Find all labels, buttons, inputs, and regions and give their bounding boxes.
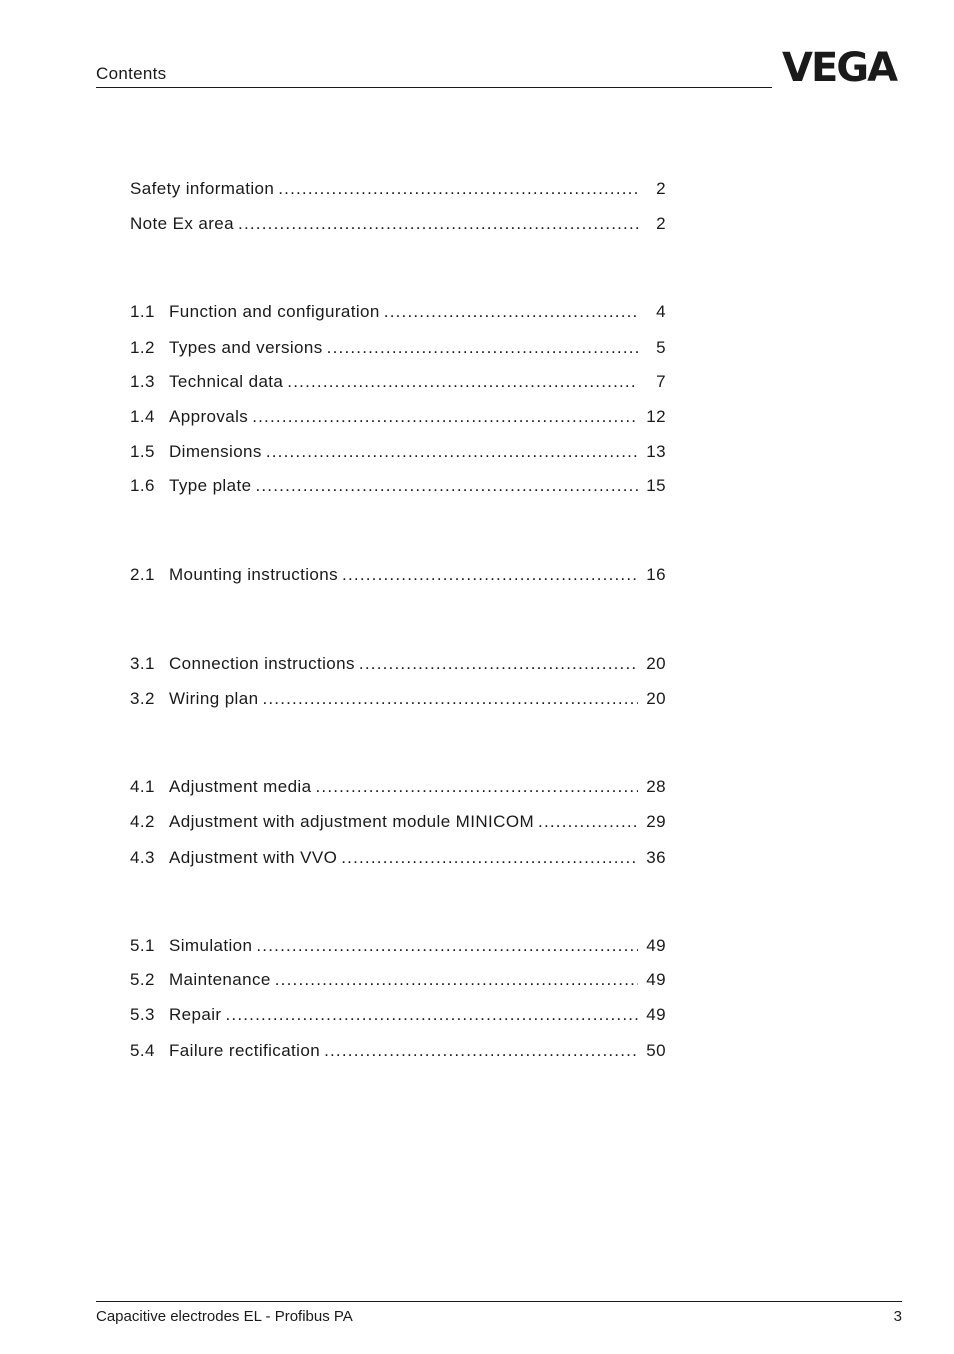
toc-leader-dots (255, 476, 638, 496)
toc-entry-title: Function and configuration (169, 302, 380, 321)
toc-entry-page: 49 (646, 1005, 666, 1024)
toc-entry[interactable] (130, 214, 666, 236)
toc-entry-title: Type plate (169, 476, 252, 495)
toc-entry[interactable] (130, 777, 666, 799)
toc-entry[interactable] (130, 372, 666, 394)
toc-entry[interactable] (130, 689, 666, 711)
toc-entry-page: 20 (646, 654, 666, 673)
toc-leader-dots (359, 654, 638, 674)
logo-text: VEGA (782, 45, 897, 91)
toc-entry[interactable] (130, 302, 666, 324)
toc-leader-dots (275, 970, 638, 990)
toc-entry-number: 1.5 (130, 442, 155, 461)
toc-entry-title: Adjustment media (169, 777, 312, 796)
toc-entry-number: 1.1 (130, 302, 155, 321)
toc-entry-page: 16 (646, 565, 666, 584)
toc-entry-title: Approvals (169, 407, 249, 426)
toc-entry-page: 36 (646, 848, 666, 867)
toc-entry[interactable] (130, 812, 666, 834)
toc-entry-number: 5.1 (130, 936, 155, 955)
toc-entry-page: 49 (646, 970, 666, 989)
toc-entry-title: Safety information (130, 179, 275, 198)
toc-entry[interactable] (130, 179, 666, 201)
toc-entry[interactable] (130, 970, 666, 992)
toc-entry-page: 20 (646, 689, 666, 708)
toc-entry-number: 3.1 (130, 654, 155, 673)
toc-entry-number: 1.6 (130, 476, 155, 495)
toc-entry[interactable] (130, 1041, 666, 1063)
toc-entry-page: 5 (656, 338, 666, 357)
toc-entry-page: 4 (656, 302, 666, 321)
footer-page-number: 3 (893, 1308, 902, 1325)
toc-entry-number: 5.4 (130, 1041, 155, 1060)
toc-entry-title: Adjustment with VVO (169, 848, 338, 867)
toc-entry-title: Wiring plan (169, 689, 259, 708)
toc-entry-number: 3.2 (130, 689, 155, 708)
toc-entry[interactable] (130, 848, 666, 870)
toc-leader-dots (315, 777, 638, 797)
toc-entry[interactable] (130, 476, 666, 498)
toc-leader-dots (238, 214, 638, 234)
toc-leader-dots (278, 179, 638, 199)
page-header (96, 60, 772, 88)
toc-entry[interactable] (130, 442, 666, 464)
toc-entry-title: Note Ex area (130, 214, 235, 233)
toc-leader-dots (324, 1041, 638, 1061)
toc-entry-title: Adjustment with adjustment module MINICOM (169, 812, 535, 831)
toc-entry[interactable] (130, 407, 666, 429)
toc-leader-dots (327, 338, 638, 358)
toc-entry[interactable] (130, 936, 666, 958)
toc-entry-page: 50 (646, 1041, 666, 1060)
toc-leader-dots (262, 689, 638, 709)
toc-entry-title: Mounting instructions (169, 565, 339, 584)
toc-entry[interactable] (130, 1005, 666, 1027)
toc-entry-page: 49 (646, 936, 666, 955)
toc-entry[interactable] (130, 565, 666, 587)
toc-entry-number: 5.2 (130, 970, 155, 989)
toc-entry-title: Technical data (169, 372, 284, 391)
toc-leader-dots (252, 407, 638, 427)
toc-entry-page: 12 (646, 407, 666, 426)
toc-entry-number: 2.1 (130, 565, 155, 584)
toc-entry-page: 15 (646, 476, 666, 495)
footer-document-title: Capacitive electrodes EL - Profibus PA (96, 1308, 353, 1325)
toc-entry-number: 1.2 (130, 338, 155, 357)
toc-entry-title: Maintenance (169, 970, 271, 989)
toc-leader-dots (287, 372, 638, 392)
toc-leader-dots (341, 848, 638, 868)
toc-entry-title: Dimensions (169, 442, 262, 461)
toc-entry-number: 1.3 (130, 372, 155, 391)
toc-entry-page: 2 (656, 214, 666, 233)
toc-entry-title: Types and versions (169, 338, 323, 357)
toc-entry[interactable] (130, 338, 666, 360)
toc-entry-number: 4.2 (130, 812, 155, 831)
header-title: Contents (96, 64, 167, 83)
toc-entry-page: 28 (646, 777, 666, 796)
toc-entry-page: 13 (646, 442, 666, 461)
toc-leader-dots (256, 936, 638, 956)
toc-leader-dots (266, 442, 638, 462)
toc-leader-dots (342, 565, 638, 585)
toc-entry-page: 7 (656, 372, 666, 391)
toc-entry-number: 1.4 (130, 407, 155, 426)
vega-logo (782, 45, 902, 91)
toc-leader-dots (384, 302, 638, 322)
toc-leader-dots (225, 1005, 638, 1025)
toc-entry-number: 4.1 (130, 777, 155, 796)
toc-entry-title: Failure rectification (169, 1041, 321, 1060)
toc-entry-page: 2 (656, 179, 666, 198)
toc-entry-page: 29 (646, 812, 666, 831)
toc-entry-title: Simulation (169, 936, 253, 955)
toc-leader-dots (538, 812, 638, 832)
toc-entry-number: 4.3 (130, 848, 155, 867)
toc-entry[interactable] (130, 654, 666, 676)
toc-entry-title: Connection instructions (169, 654, 355, 673)
toc-entry-title: Repair (169, 1005, 222, 1024)
page-footer (96, 1301, 902, 1332)
toc-entry-number: 5.3 (130, 1005, 155, 1024)
